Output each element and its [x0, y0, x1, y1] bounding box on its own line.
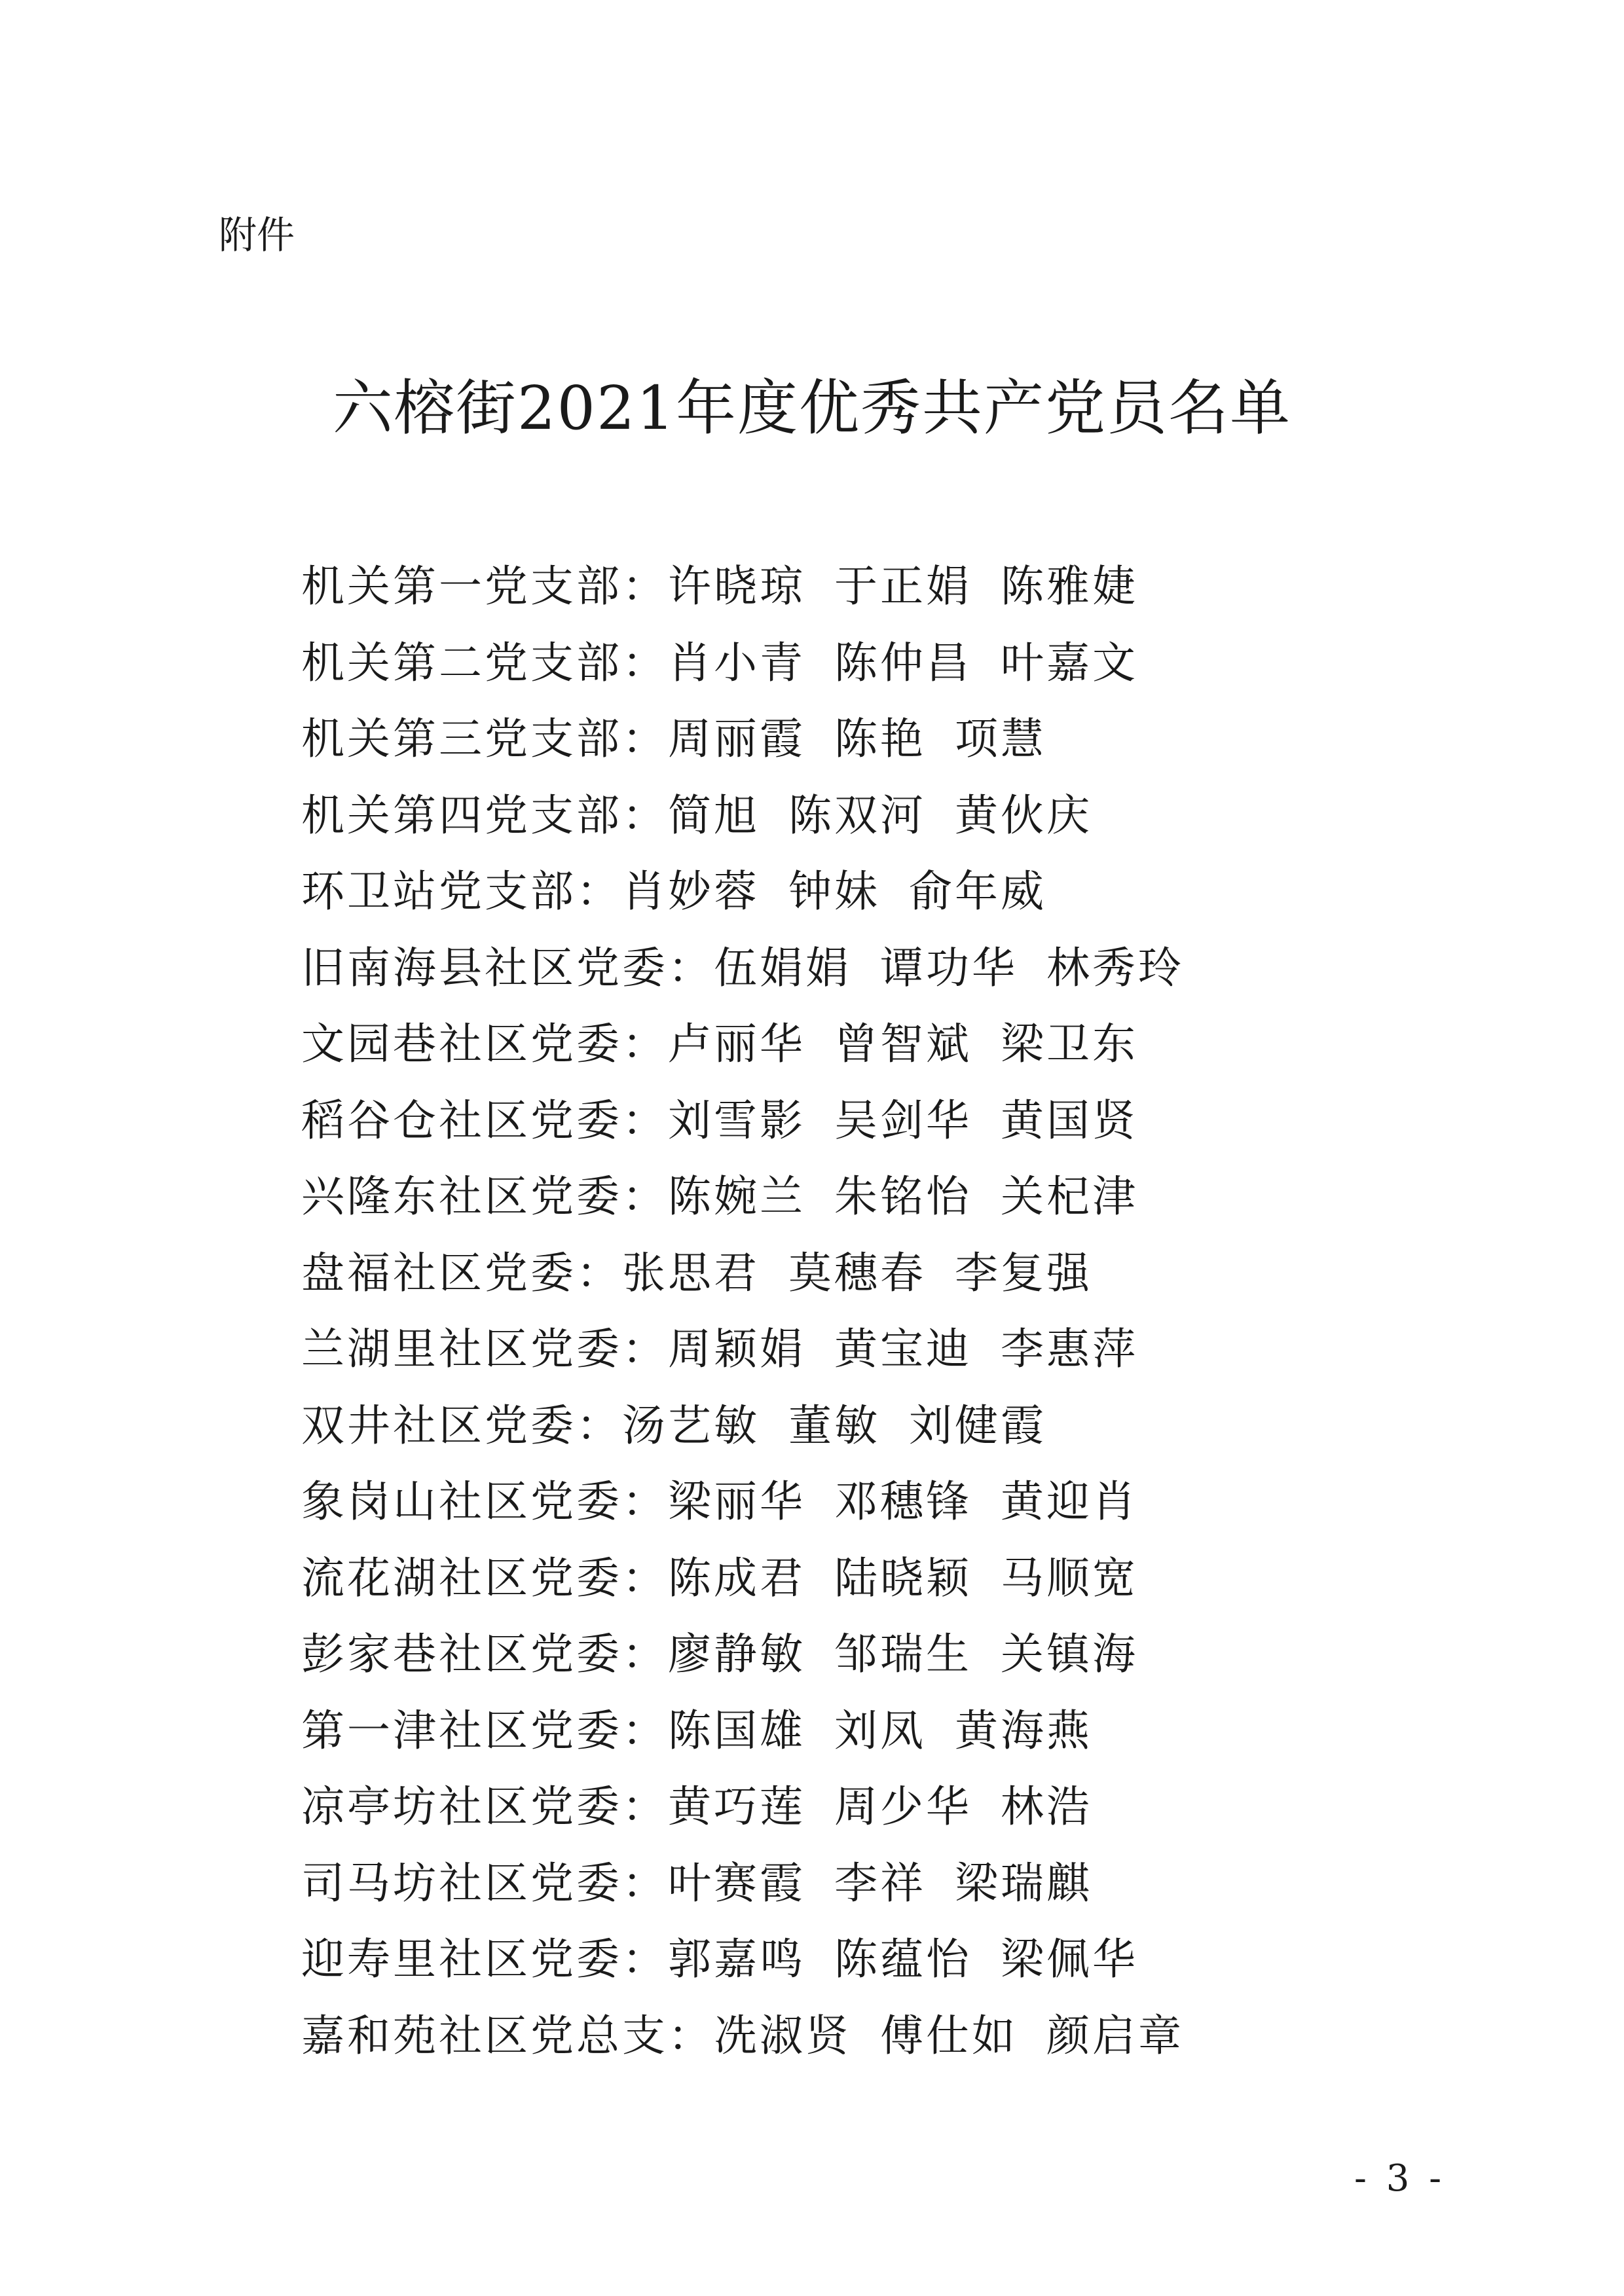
member-name: 郭嘉鸣: [668, 1934, 805, 1984]
member-name: 谭功华: [880, 942, 1018, 993]
member-name: 梁佩华: [1001, 1934, 1138, 1984]
member-name: 刘凤: [834, 1705, 926, 1756]
member-row: [301, 854, 1213, 930]
member-names: [668, 1019, 1167, 1069]
member-name: 黄宝迪: [834, 1324, 972, 1374]
branch-label: 第一津社区党委：: [301, 1705, 668, 1756]
member-name: 马顺宽: [1001, 1552, 1138, 1603]
member-name: 叶嘉文: [1001, 637, 1138, 688]
member-row: [301, 625, 1213, 702]
branch-label: 机关第一党支部：: [301, 561, 668, 611]
member-row: [301, 1388, 1213, 1465]
member-name: 邓穗锋: [834, 1476, 972, 1527]
member-name: 陈双河: [788, 790, 926, 841]
member-names: [668, 1553, 1167, 1603]
member-name: 汤艺敏: [622, 1400, 760, 1451]
member-name: 陈成君: [668, 1552, 805, 1603]
member-name: 朱铭怡: [834, 1171, 972, 1222]
member-row: [301, 549, 1213, 625]
member-names: [668, 1705, 1121, 1756]
member-row: [301, 1616, 1213, 1693]
member-name: 周颖娟: [668, 1324, 805, 1374]
member-name: 伍娟娟: [714, 942, 851, 993]
member-name: 冼淑贤: [714, 2010, 851, 2061]
member-names: [668, 1781, 1121, 1832]
member-name: 周少华: [834, 1781, 972, 1832]
member-name: 邹瑞生: [834, 1629, 972, 1679]
branch-label: 机关第四党支部：: [301, 790, 668, 841]
member-name: 李复强: [955, 1247, 1092, 1298]
branch-label: 兴隆东社区党委：: [301, 1171, 668, 1222]
member-row: [301, 778, 1213, 854]
branch-label: 兰湖里社区党委：: [301, 1324, 668, 1374]
member-name: 黄海燕: [955, 1705, 1092, 1756]
member-name: 曾智斌: [834, 1019, 972, 1069]
member-row: [301, 930, 1213, 1007]
member-names: [668, 561, 1167, 611]
member-name: 梁瑞麒: [955, 1857, 1092, 1908]
member-row: [301, 1922, 1213, 1998]
member-name: 肖小青: [668, 637, 805, 688]
member-name: 许晓琼: [668, 561, 805, 611]
member-name: 陈雅婕: [1001, 561, 1138, 611]
member-row: [301, 1769, 1213, 1846]
member-row: [301, 1693, 1213, 1770]
member-name: 林浩: [1001, 1781, 1092, 1832]
member-name: 吴剑华: [834, 1095, 972, 1146]
member-names: [622, 1400, 1075, 1451]
member-names: [668, 1095, 1167, 1146]
member-names: [714, 2011, 1213, 2061]
member-names: [668, 714, 1075, 764]
branch-label: 迎寿里社区党委：: [301, 1934, 668, 1984]
member-name: 梁丽华: [668, 1476, 805, 1527]
member-name: 钟妹: [788, 866, 880, 917]
member-name: 陆晓颖: [834, 1552, 972, 1603]
member-name: 黄迎肖: [1001, 1476, 1138, 1527]
member-name: 李祥: [834, 1857, 926, 1908]
member-name: 颜启章: [1046, 2010, 1184, 2061]
member-name: 肖妙蓉: [622, 866, 760, 917]
member-names: [622, 866, 1075, 917]
branch-label: 司马坊社区党委：: [301, 1857, 668, 1908]
branch-label: 稻谷仓社区党委：: [301, 1095, 668, 1146]
member-name: 莫穗春: [788, 1247, 926, 1298]
member-name: 俞年威: [909, 866, 1046, 917]
member-row: [301, 1083, 1213, 1159]
branch-label: 象岗山社区党委：: [301, 1476, 668, 1527]
branch-label: 环卫站党支部：: [301, 866, 622, 917]
member-name: 陈国雄: [668, 1705, 805, 1756]
member-row: [301, 1540, 1213, 1617]
member-row: [301, 1464, 1213, 1540]
member-row: [301, 1006, 1213, 1083]
branch-label: 旧南海县社区党委：: [301, 942, 714, 993]
member-name: 关杞津: [1001, 1171, 1138, 1222]
attachment-label: 附件: [219, 213, 295, 257]
member-name: 陈婉兰: [668, 1171, 805, 1222]
member-name: 简旭: [668, 790, 760, 841]
member-names: [668, 1629, 1167, 1679]
member-name: 傅仕如: [880, 2010, 1018, 2061]
member-name: 关镇海: [1001, 1629, 1138, 1679]
member-name: 李惠萍: [1001, 1324, 1138, 1374]
member-names: [714, 943, 1213, 993]
member-name: 叶赛霞: [668, 1857, 805, 1908]
member-name: 林秀玲: [1046, 942, 1184, 993]
member-name: 黄伙庆: [955, 790, 1092, 841]
member-row: [301, 1998, 1213, 2075]
member-name: 张思君: [622, 1247, 760, 1298]
member-row: [301, 1159, 1213, 1235]
branch-label: 彭家巷社区党委：: [301, 1629, 668, 1679]
member-name: 卢丽华: [668, 1019, 805, 1069]
branch-label: 凉亭坊社区党委：: [301, 1781, 668, 1832]
member-name: 陈仲昌: [834, 637, 972, 688]
member-name: 黄巧莲: [668, 1781, 805, 1832]
member-names: [668, 638, 1167, 688]
branch-label: 机关第二党支部：: [301, 637, 668, 688]
member-name: 梁卫东: [1001, 1019, 1138, 1069]
member-row: [301, 1311, 1213, 1388]
branch-label: 双井社区党委：: [301, 1400, 622, 1451]
member-name: 刘雪影: [668, 1095, 805, 1146]
member-names: [622, 1248, 1121, 1298]
member-name: 黄国贤: [1001, 1095, 1138, 1146]
member-name: 董敏: [788, 1400, 880, 1451]
member-row: [301, 701, 1213, 778]
branch-label: 嘉和苑社区党总支：: [301, 2010, 714, 2061]
member-name: 陈艳: [834, 714, 926, 764]
member-names: [668, 1858, 1121, 1908]
member-name: 周丽霞: [668, 714, 805, 764]
member-name: 廖静敏: [668, 1629, 805, 1679]
member-list: [301, 549, 1213, 2074]
member-names: [668, 790, 1121, 841]
document-title: 六榕街2021年度优秀共产党员名单: [332, 373, 1292, 443]
member-names: [668, 1476, 1167, 1527]
member-name: 于正娟: [834, 561, 972, 611]
member-name: 陈蕴怡: [834, 1934, 972, 1984]
member-row: [301, 1235, 1213, 1312]
member-row: [301, 1846, 1213, 1922]
member-name: 项慧: [955, 714, 1046, 764]
branch-label: 盘福社区党委：: [301, 1247, 622, 1298]
branch-label: 机关第三党支部：: [301, 714, 668, 764]
branch-label: 流花湖社区党委：: [301, 1552, 668, 1603]
member-names: [668, 1171, 1167, 1222]
member-names: [668, 1324, 1167, 1374]
member-names: [668, 1934, 1167, 1984]
member-name: 刘健霞: [909, 1400, 1046, 1451]
branch-label: 文园巷社区党委：: [301, 1019, 668, 1069]
page-number: - 3 -: [1354, 2157, 1446, 2200]
